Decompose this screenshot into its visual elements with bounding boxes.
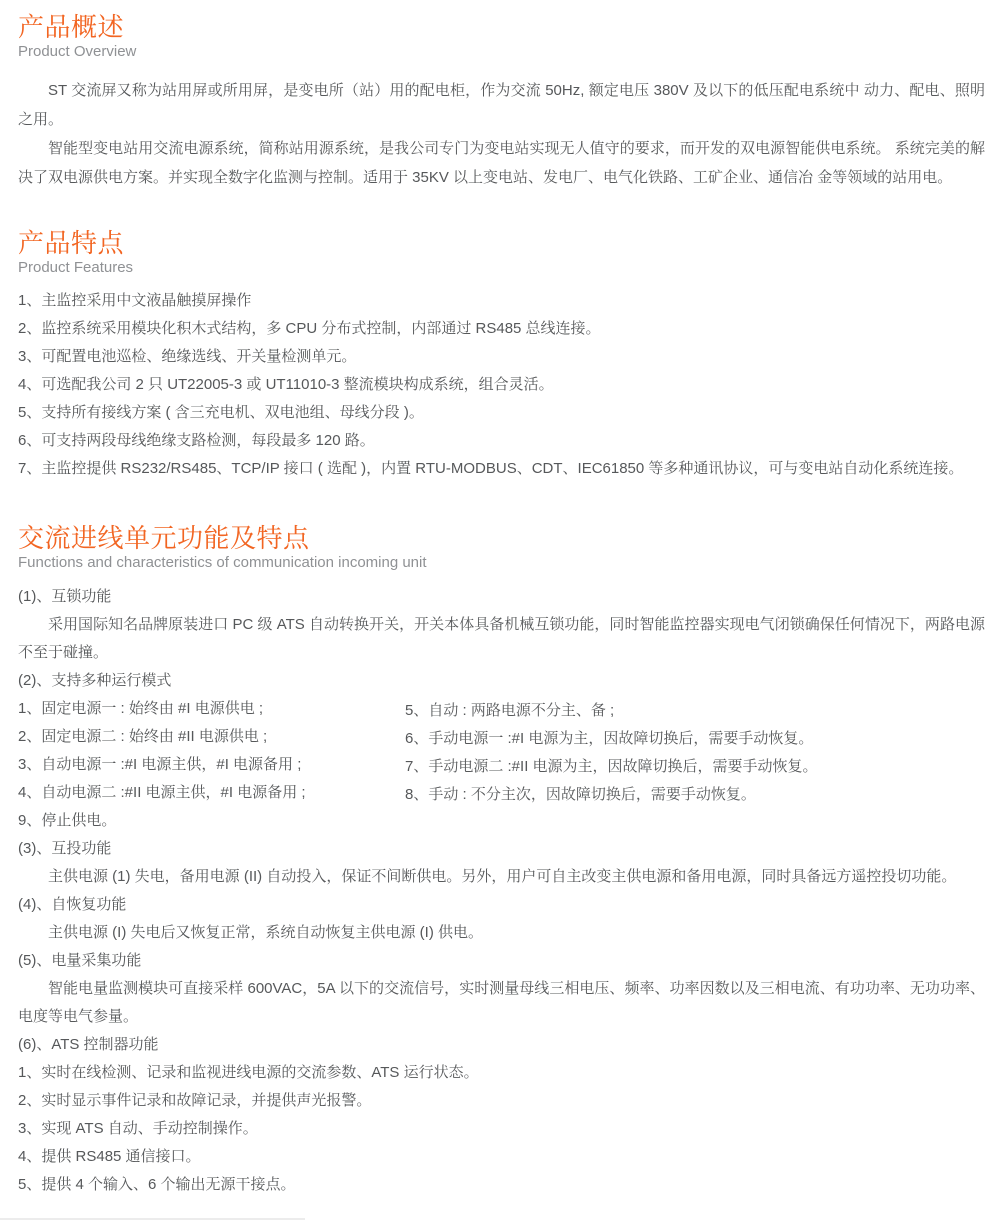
incoming-title: 交流进线单元功能及特点	[18, 523, 310, 553]
mode-item: 2、固定电源二 : 始终由 #II 电源供电 ;	[18, 728, 268, 745]
feature-item: 5、支持所有接线方案 ( 含三充电机、双电池组、母线分段 )。	[18, 404, 424, 421]
features-title: 产品特点	[18, 228, 125, 258]
mutual-switch-text: 主供电源 (1) 失电，备用电源 (II) 自动投入，保证不间断供电。另外，用户可自主改变主供电源和备用电源，同时具备远方遥控投切功能。	[48, 868, 957, 885]
section-product-overview	[18, 12, 985, 192]
overview-title: 产品概述	[18, 12, 125, 42]
feature-item: 4、可选配我公司 2 只 UT22005-3 或 UT11010-3 整流模块构成系统，组合灵活。	[18, 376, 554, 393]
self-recovery-text: 主供电源 (I) 失电后又恢复正常，系统自动恢复主供电源 (I) 供电。	[48, 924, 483, 941]
interlock-text: 采用国际知名品牌原装进口 PC 级 ATS 自动转换开关，开关本体具备机械互锁功能，同时智能监控器实现电气闭锁确保任何情况下，两路电源不至于碰撞。	[18, 616, 985, 661]
feature-item: 7、主监控提供 RS232/RS485、TCP/IP 接口 ( 选配 )，内置 RTU-MODBUS、CDT、IEC61850 等多种通讯协议，可与变电站自动化系统连接。	[18, 460, 964, 477]
mode-item-stop: 9、停止供电。	[18, 812, 117, 829]
overview-paragraph-2: 智能型变电站用交流电源系统，简称站用源系统，是我公司专门为变电站实现无人值守的要求，而开发的双电源智能供电系统。 系统完美的解决了双电源供电方案。并实现全数字化监测与控制。适用于 35KV 以上变电站、发电厂、电气化铁路、工矿企业、通信冶 金等领域的站用电。	[18, 140, 985, 186]
bottom-divider	[0, 1218, 305, 1220]
run-modes-left-column	[18, 695, 403, 807]
ats-function-item: 4、提供 RS485 通信接口。	[18, 1148, 201, 1165]
energy-metering-text: 智能电量监测模块可直接采样 600VAC，5A 以下的交流信号，实时测量母线三相电压、频率、功率因数以及三相电流、有功功率、无功功率、电度等电气参量。	[18, 980, 985, 1025]
features-subtitle-en: Product Features	[18, 259, 134, 276]
ats-controller-heading: (6)、ATS 控制器功能	[18, 1036, 159, 1053]
mode-item: 6、手动电源一 :#I 电源为主，因故障切换后，需要手动恢复。	[405, 730, 814, 747]
feature-item: 3、可配置电池巡检、绝缘选线、开关量检测单元。	[18, 348, 357, 365]
ats-functions-list	[18, 1059, 985, 1199]
section-ac-incoming-unit	[18, 523, 985, 1199]
ats-function-item: 1、实时在线检测、记录和监视进线电源的交流参数、ATS 运行状态。	[18, 1064, 479, 1081]
overview-paragraph-1: ST 交流屏又称为站用屏或所用屏，是变电所（站）用的配电柜，作为交流 50Hz, 额定电压 380V 及以下的低压配电系统中 动力、配电、照明之用。	[18, 82, 985, 128]
mode-item: 4、自动电源二 :#II 电源主供，#I 电源备用 ;	[18, 784, 306, 801]
ats-function-item: 2、实时显示事件记录和故障记录，并提供声光报警。	[18, 1092, 372, 1109]
mode-item: 5、自动 : 两路电源不分主、备 ;	[405, 702, 615, 719]
feature-item: 6、可支持两段母线绝缘支路检测，每段最多 120 路。	[18, 432, 375, 449]
feature-item: 2、监控系统采用模块化积木式结构，多 CPU 分布式控制，内部通过 RS485 总线连接。	[18, 320, 601, 337]
run-modes-columns	[18, 695, 985, 807]
mode-item: 7、手动电源二 :#II 电源为主，因故障切换后，需要手动恢复。	[405, 758, 818, 775]
energy-metering-heading: (5)、电量采集功能	[18, 952, 142, 969]
section-product-features	[18, 228, 985, 483]
overview-subtitle-en: Product Overview	[18, 43, 137, 60]
features-list	[18, 287, 985, 483]
mode-item: 1、固定电源一 : 始终由 #I 电源供电 ;	[18, 700, 264, 717]
mode-item: 8、手动 : 不分主次，因故障切换后，需要手动恢复。	[405, 786, 756, 803]
incoming-body	[18, 583, 985, 1199]
mutual-switch-heading: (3)、互投功能	[18, 840, 112, 857]
ats-function-item: 3、实现 ATS 自动、手动控制操作。	[18, 1120, 258, 1137]
interlock-heading: (1)、互锁功能	[18, 588, 112, 605]
incoming-subtitle-en: Functions and characteristics of communication incoming unit	[18, 554, 427, 571]
mode-item: 3、自动电源一 :#I 电源主供，#I 电源备用 ;	[18, 756, 302, 773]
feature-item: 1、主监控采用中文液晶触摸屏操作	[18, 292, 252, 309]
ats-function-item: 5、提供 4 个输入、6 个输出无源干接点。	[18, 1176, 296, 1193]
run-modes-right-column	[405, 697, 985, 809]
overview-body	[18, 76, 985, 192]
run-modes-heading: (2)、支持多种运行模式	[18, 672, 172, 689]
self-recovery-heading: (4)、自恢复功能	[18, 896, 127, 913]
